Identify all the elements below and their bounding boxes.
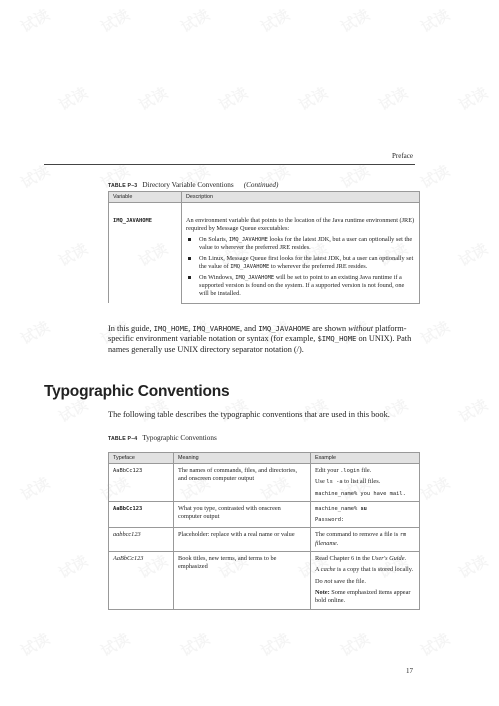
table-row (109, 552, 420, 609)
example-line: A cache is a copy that is stored locally. (315, 566, 414, 574)
table-p4-caption (108, 434, 217, 442)
watermark-mark (257, 4, 293, 37)
example-line: Password: (315, 517, 345, 524)
table-row (109, 501, 420, 528)
example-cell: The command to remove a file is rm filename. (311, 528, 420, 552)
watermark-mark (337, 4, 373, 37)
watermark-mark (417, 472, 453, 505)
watermark-mark (455, 394, 491, 427)
watermark-mark (215, 82, 251, 115)
watermark-mark (417, 160, 453, 193)
example-line: Edit your .login file. (315, 467, 372, 474)
table-header-row (109, 453, 420, 464)
example-line: machine_name% you have mail. (315, 490, 406, 497)
description-bullets (186, 236, 415, 299)
watermark-mark (55, 82, 91, 115)
page-number: 17 (406, 667, 413, 675)
header-rule (44, 164, 415, 165)
watermark-mark (17, 472, 53, 505)
watermark-mark (177, 628, 213, 661)
description-intro: An environment variable that points to the location of the Java runtime environment (JRE) required by Message Queue executables: (186, 217, 415, 233)
table-p3-caption (108, 181, 278, 189)
bullet-linux: On Linux, Message Queue first looks for the latest JDK, but a user can optionally set the value of IMQ_JAVAHOME to wherever the preferred JRE resides. (186, 255, 415, 272)
watermark-mark (55, 238, 91, 271)
section-heading: Typographic Conventions (44, 383, 230, 400)
example-line: Read Chapter 6 in the User's Guide. (315, 555, 407, 563)
section-intro: The following table describes the typographic conventions that are used in this book. (108, 410, 390, 419)
table-row (109, 528, 420, 552)
table-label: TABLE P–3 (108, 183, 138, 189)
watermark-mark (257, 628, 293, 661)
table-row (109, 464, 420, 502)
table-continued: (Continued) (243, 181, 279, 189)
table-p3 (108, 191, 420, 304)
table-title: Directory Variable Conventions (142, 181, 234, 189)
column-header: Variable (109, 192, 182, 203)
running-header: Preface (392, 152, 413, 160)
bullet-solaris: On Solaris, IMQ_JAVAHOME looks for the latest JDK, but a user can optionally set the value to wherever the preferred JRE resides. (186, 236, 415, 253)
watermark-mark (97, 4, 133, 37)
bullet-windows: On Windows, IMQ_JAVAHOME will be set to point to an existing Java runtime if a supported version is found on the system. If a supported version is not found, one will be installed. (186, 274, 415, 299)
watermark-mark (295, 82, 331, 115)
column-header: Meaning (174, 453, 311, 464)
description-cell (182, 203, 420, 304)
watermark-mark (97, 628, 133, 661)
meaning-cell: The names of commands, files, and directories, and onscreen computer output (174, 464, 311, 502)
variable-cell: IMQ_JAVAHOME (109, 203, 182, 304)
example-cell (311, 464, 420, 502)
table-p4 (108, 452, 420, 610)
meaning-cell: Book titles, new terms, and terms to be emphasized (174, 552, 311, 609)
watermark-mark (375, 82, 411, 115)
typeface-cell: AaBbCc123 (109, 464, 174, 502)
watermark-mark (417, 316, 453, 349)
watermark-mark (17, 628, 53, 661)
watermark-mark (55, 550, 91, 583)
watermark-mark (17, 4, 53, 37)
example-line: Note: Some emphasized items appear bold online. (315, 588, 411, 605)
column-header: Example (311, 453, 420, 464)
column-header: Typeface (109, 453, 174, 464)
example-cell (311, 501, 420, 528)
note-paragraph: In this guide, IMQ_HOME, IMQ_VARHOME, and IMQ_JAVAHOME are shown without platform-specific environment variable notation or syntax (for example, $IMQ_HOME on UNIX). Path names generally use UNIX directory separator notation (/). (108, 324, 412, 354)
table-title: Typographic Conventions (142, 434, 217, 442)
watermark-mark (455, 82, 491, 115)
watermark-mark (455, 550, 491, 583)
typeface-cell: aabbcc123 (109, 528, 174, 552)
watermark-mark (417, 628, 453, 661)
example-cell (311, 552, 420, 609)
example-line: machine_name% su (315, 505, 367, 512)
watermark-mark (17, 316, 53, 349)
example-line: Do not save the file. (315, 577, 366, 585)
watermark-mark (455, 238, 491, 271)
meaning-cell: Placeholder: replace with a real name or value (174, 528, 311, 552)
watermark-mark (177, 4, 213, 37)
column-header: Description (182, 192, 420, 203)
watermark-mark (135, 82, 171, 115)
typeface-cell: AaBbCc123 (109, 501, 174, 528)
watermark-mark (417, 4, 453, 37)
watermark-mark (337, 628, 373, 661)
example-line: Use ls -a to list all files. (315, 478, 381, 486)
table-label: TABLE P–4 (108, 436, 138, 442)
meaning-cell: What you type, contrasted with onscreen computer output (174, 501, 311, 528)
table-row (109, 203, 420, 304)
table-header-row (109, 192, 420, 203)
typeface-cell: AaBbCc123 (109, 552, 174, 609)
